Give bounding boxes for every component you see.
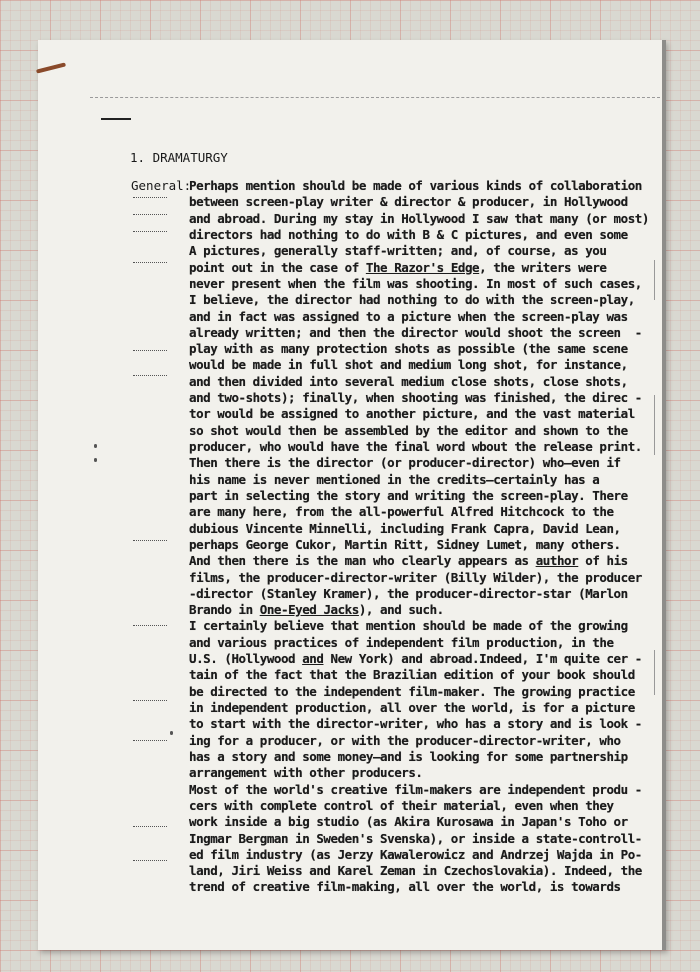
text-line: so shot would then be assembled by the editor and shown to the (189, 422, 628, 438)
text-line: between screen-play writer & director & producer, in Hollywood (189, 194, 628, 210)
body-text (189, 178, 649, 896)
text-line: his name is never mentioned in the credits—certainly has a (189, 471, 600, 487)
text-line: part in selecting the story and writing the screen-play. There (189, 487, 628, 503)
text-line: Most of the world's creative film-makers are independent produ - (189, 781, 642, 797)
margin-tick (133, 740, 167, 741)
text-line: be directed to the independent film-maker. The growing practice (189, 683, 635, 699)
section-heading: 1. DRAMATURGY (130, 150, 228, 165)
text-line: -director (Stanley Kramer), the producer-director-star (Marlon (189, 585, 628, 601)
text-line: already written; and then the director would shoot the screen - (189, 324, 642, 340)
margin-tick (133, 540, 167, 541)
margin-tick (133, 262, 167, 263)
text-line: and abroad. During my stay in Hollywood I saw that many (or most) (189, 210, 649, 226)
text-line: and then divided into several medium close shots, close shots, (189, 373, 628, 389)
underlined-title: One-Eyed Jacks (259, 602, 359, 618)
text-line: and in fact was assigned to a picture when the screen-play was (189, 308, 628, 324)
general-label: General: (131, 178, 192, 193)
margin-tick (133, 231, 167, 232)
text-line: and various practices of independent film production, in the (189, 634, 614, 650)
underlined-title: and (302, 651, 324, 667)
page-edge-shadow (662, 40, 666, 950)
right-margin-mark (654, 260, 655, 300)
text-line: tor would be assigned to another picture, and the vast material (189, 406, 635, 422)
margin-tick (133, 214, 167, 215)
text-line: has a story and some money—and is looking for some partnership (189, 748, 628, 764)
text-line: in independent production, all over the world, is for a picture (189, 700, 635, 715)
top-dashed-rule (90, 97, 660, 98)
text-line: And then there is the man who clearly appears as author of his (189, 553, 628, 569)
margin-tick (133, 700, 167, 701)
text-line: arrangement with other producers. (189, 765, 423, 781)
text-line: trend of creative film-making, all over the world, is towards (189, 879, 621, 895)
underlined-title: The Razor's Edge (365, 259, 480, 275)
text-line: never present when the film was shooting. In most of such cases, (189, 275, 642, 291)
underlined-title: author (535, 553, 579, 569)
text-line: directors had nothing to do with B & C pictures, and even some (189, 226, 628, 242)
right-margin-mark (654, 395, 655, 455)
margin-tick (133, 197, 167, 198)
text-line: U.S. (Hollywood and New York) and abroad.Indeed, I'm quite cer - (189, 651, 642, 667)
text-line: play with as many protection shots as possible (the same scene (189, 341, 628, 357)
text-line: are many here, from the all-powerful Alfred Hitchcock to the (189, 504, 614, 520)
text-line: perhaps George Cukor, Martin Ritt, Sidney Lumet, many others. (189, 536, 621, 552)
margin-tick (133, 860, 167, 861)
text-line: and two-shots); finally, when shooting was finished, the direc - (189, 390, 642, 406)
margin-tick (133, 375, 167, 376)
dash-mark (101, 118, 131, 120)
text-line: cers with complete control of their material, even when they (189, 797, 614, 813)
text-line: tain of the fact that the Brazilian edition of your book should (189, 667, 635, 683)
text-line: land, Jiri Weiss and Karel Zeman in Czechoslovakia). Indeed, the (189, 863, 642, 879)
text-line: I believe, the director had nothing to do with the screen-play, (189, 292, 635, 308)
text-line: to start with the director-writer, who has a story and is look - (189, 716, 642, 732)
text-line: producer, who would have the final word wbout the release print. (189, 439, 642, 454)
text-line: point out in the case of The Razor's Edge, the writers were (189, 259, 607, 275)
text-line: dubious Vincente Minnelli, including Frank Capra, David Lean, (189, 520, 621, 536)
text-line: Then there is the director (or producer-director) who—even if (189, 455, 621, 471)
margin-tick (133, 625, 167, 626)
margin-tick (133, 350, 167, 351)
text-line: would be made in full shot and medium long shot, for instance, (189, 357, 628, 373)
text-line: I certainly believe that mention should be made of the growing (189, 618, 628, 634)
punch-dot (170, 731, 173, 735)
text-line: Perhaps mention should be made of various kinds of collaboration (189, 178, 642, 193)
punch-dot (94, 458, 97, 462)
text-line: ed film industry (as Jerzy Kawalerowicz and Andrzej Wajda in Po- (189, 846, 642, 862)
text-line: films, the producer-director-writer (Billy Wilder), the producer (189, 569, 642, 585)
text-line: Brando in One-Eyed Jacks), and such. (189, 602, 444, 618)
margin-tick (133, 826, 167, 827)
text-line: work inside a big studio (as Akira Kurosawa in Japan's Toho or (189, 814, 628, 830)
text-line: Ingmar Bergman in Sweden's Svenska), or inside a state-controll- (189, 830, 642, 846)
text-line: A pictures, generally staff-written; and, of course, as you (189, 243, 607, 259)
right-margin-mark (654, 650, 655, 695)
punch-dot (94, 444, 97, 448)
text-line: ing for a producer, or with the producer-director-writer, who (189, 732, 621, 748)
